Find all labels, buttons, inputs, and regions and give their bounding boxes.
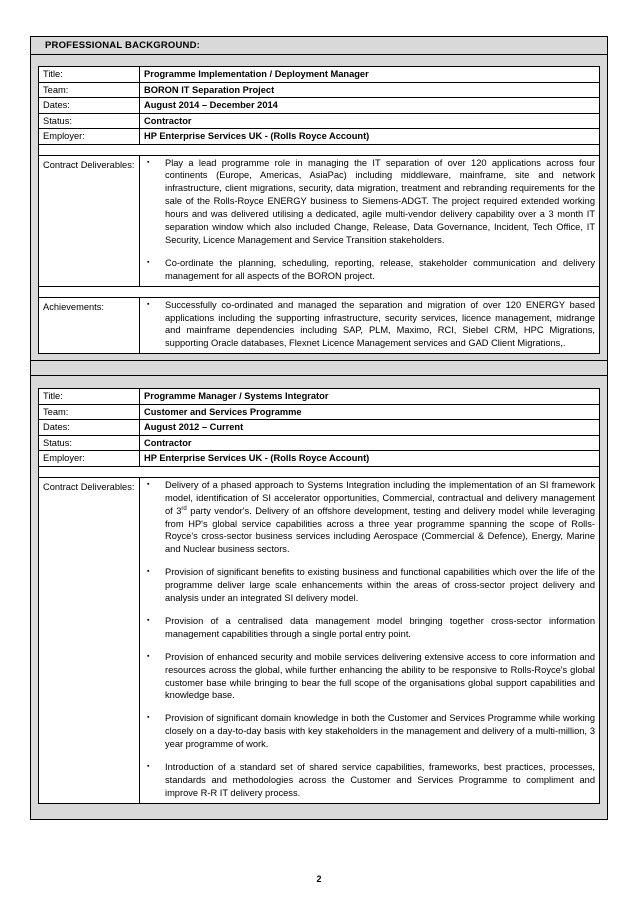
field-label: Title: — [39, 67, 140, 83]
bullet-icon: ▪ — [147, 616, 150, 624]
field-label: Status: — [39, 435, 140, 451]
status: Contractor — [140, 113, 600, 129]
list-item — [144, 257, 595, 283]
table-row — [39, 155, 600, 286]
bullet-icon: ▪ — [147, 300, 150, 308]
role-2-details-table — [38, 388, 600, 804]
bullet-icon: ▪ — [147, 763, 150, 771]
table-row — [39, 129, 600, 145]
list-item-text: Play a lead programme role in managing the IT separation of over 120 applications across four continents (Europe, Americas, AsiaPac) including middleware, mainframe, site and network infrastructure, client migrations, security, data migration, treatment and rebranding requirements for the sale of the Rolls-Royce ENERGY business to Siemens-ADGT. The project required extended working hours and was delivered utilising a dedicated, agile multi-vendor delivery capability over a 3 month IT separation window which also included Change, Release, Data Governance, Incident, Tech Office, IT Security, Licence Management and Service Transition stakeholders. — [165, 157, 595, 245]
field-label: Employer: — [39, 129, 140, 145]
spacer-cell — [39, 466, 600, 477]
resume-page — [30, 36, 608, 820]
spacer-row — [39, 466, 600, 477]
dates: August 2014 – December 2014 — [140, 98, 600, 114]
deliverables-label: Contract Deliverables: — [39, 477, 140, 803]
list-item-text: Successfully co-ordinated and managed the separation and migration of over 120 ENERGY based applications including the supporting infrastructure, security services, licence management, midrange and mainframe dependencies including SAP, PLM, Maximo, RCI, Siebel CRM, HPC Migrations, supporting Oracle databases, Flexnet Licence Management services and GAD Client Migrations,. — [165, 299, 595, 349]
deliverables-label: Contract Deliverables: — [39, 155, 140, 286]
role-1-details-table — [38, 66, 600, 354]
table-row — [39, 420, 600, 436]
table-row — [39, 82, 600, 98]
job-title: Programme Implementation / Deployment Manager — [140, 67, 600, 83]
bullet-icon: ▪ — [147, 568, 150, 576]
role-block-2 — [30, 375, 608, 820]
role-block-1 — [30, 55, 608, 361]
dates: August 2012 – Current — [140, 420, 600, 436]
list-item-text: Provision of enhanced security and mobile services delivering extensive access to core information and resources across the global, while further enhancing the ability to be responsive to Rolls-Royce's global customer base while bringing to bear the full scope of the organisations global support capabilities and knowledge base. — [165, 651, 595, 701]
bullet-icon: ▪ — [147, 480, 150, 488]
table-row — [39, 477, 600, 803]
list-item-text: Provision of significant benefits to existing business and functional capabilities which over the life of the programme deliver large scale enhancements within the areas of cross-sector project delivery and analysis under an integrated SI delivery model. — [165, 567, 595, 604]
table-row — [39, 451, 600, 467]
field-label: Dates: — [39, 420, 140, 436]
deliverables-cell — [140, 155, 600, 286]
list-item-text: Co-ordinate the planning, scheduling, reporting, release, stakeholder communication and delivery management for all aspects of the BORON project. — [165, 257, 595, 281]
table-row — [39, 297, 600, 354]
field-label: Dates: — [39, 98, 140, 114]
field-label: Employer: — [39, 451, 140, 467]
field-label: Team: — [39, 404, 140, 420]
list-item — [144, 761, 595, 800]
table-row — [39, 435, 600, 451]
list-item — [144, 615, 595, 641]
achievements-label: Achievements: — [39, 297, 140, 354]
list-item-text: Introduction of a standard set of shared service capabilities, frameworks, best practices, processes, standards and methodologies across the Customer and Services Programme to compliment and improve R-R IT delivery process. — [165, 762, 595, 798]
list-item — [144, 712, 595, 751]
list-item-text: Provision of significant domain knowledge in both the Customer and Services Programme while working closely on a day-to-day basis with key stakeholders in the management and delivery of a multi-million, 3 year programme of work. — [165, 713, 595, 750]
team-name: BORON IT Separation Project — [140, 82, 600, 98]
page-number: 2 — [316, 874, 322, 884]
achievements-list — [144, 299, 595, 351]
table-row — [39, 113, 600, 129]
employer: HP Enterprise Services UK - (Rolls Royce Account) — [140, 129, 600, 145]
team-name: Customer and Services Programme — [140, 404, 600, 420]
job-title: Programme Manager / Systems Integrator — [140, 389, 600, 405]
bullet-icon: ▪ — [147, 158, 150, 166]
achievements-cell — [140, 297, 600, 354]
section-gap — [30, 361, 608, 375]
superscript-ordinal: rd — [181, 505, 187, 512]
bullet-icon: ▪ — [147, 714, 150, 722]
deliverables-list — [144, 479, 595, 800]
list-item — [144, 479, 595, 556]
deliverables-list — [144, 157, 595, 283]
spacer-row — [39, 144, 600, 155]
table-row — [39, 98, 600, 114]
field-label: Status: — [39, 113, 140, 129]
field-label: Team: — [39, 82, 140, 98]
list-item-text: Provision of a centralised data management model bringing together cross-sector information management capabilities through a single portal entry point. — [165, 615, 595, 639]
spacer-row — [39, 286, 600, 297]
section-header: PROFESSIONAL BACKGROUND: — [30, 36, 608, 55]
status: Contractor — [140, 435, 600, 451]
list-item — [144, 566, 595, 605]
field-label: Title: — [39, 389, 140, 405]
list-item — [144, 299, 595, 351]
bullet-icon: ▪ — [147, 258, 150, 266]
spacer-cell — [39, 144, 600, 155]
table-row — [39, 404, 600, 420]
bullet-icon: ▪ — [147, 652, 150, 660]
employer: HP Enterprise Services UK - (Rolls Royce Account) — [140, 451, 600, 467]
table-row — [39, 389, 600, 405]
list-item-text-start: Delivery of a phased approach to Systems Integration including the implementation of an SI framework model, identification of SI accelerator opportunities, Commercial, contractual and delivery management of 3 — [165, 479, 595, 516]
spacer-cell — [39, 286, 600, 297]
list-item — [144, 157, 595, 247]
deliverables-cell — [140, 477, 600, 803]
table-row — [39, 67, 600, 83]
list-item — [144, 651, 595, 703]
list-item-text-end: party vendor's. Delivery of an offshore development, testing and delivery model while leveraging from HP's global service capabilities across a three year programme spanning the scope of Rolls-Royce's cross-sector business services including Aerospace (Commercial & Defence), Energy, Marine and Nuclear business sectors. — [165, 505, 595, 555]
